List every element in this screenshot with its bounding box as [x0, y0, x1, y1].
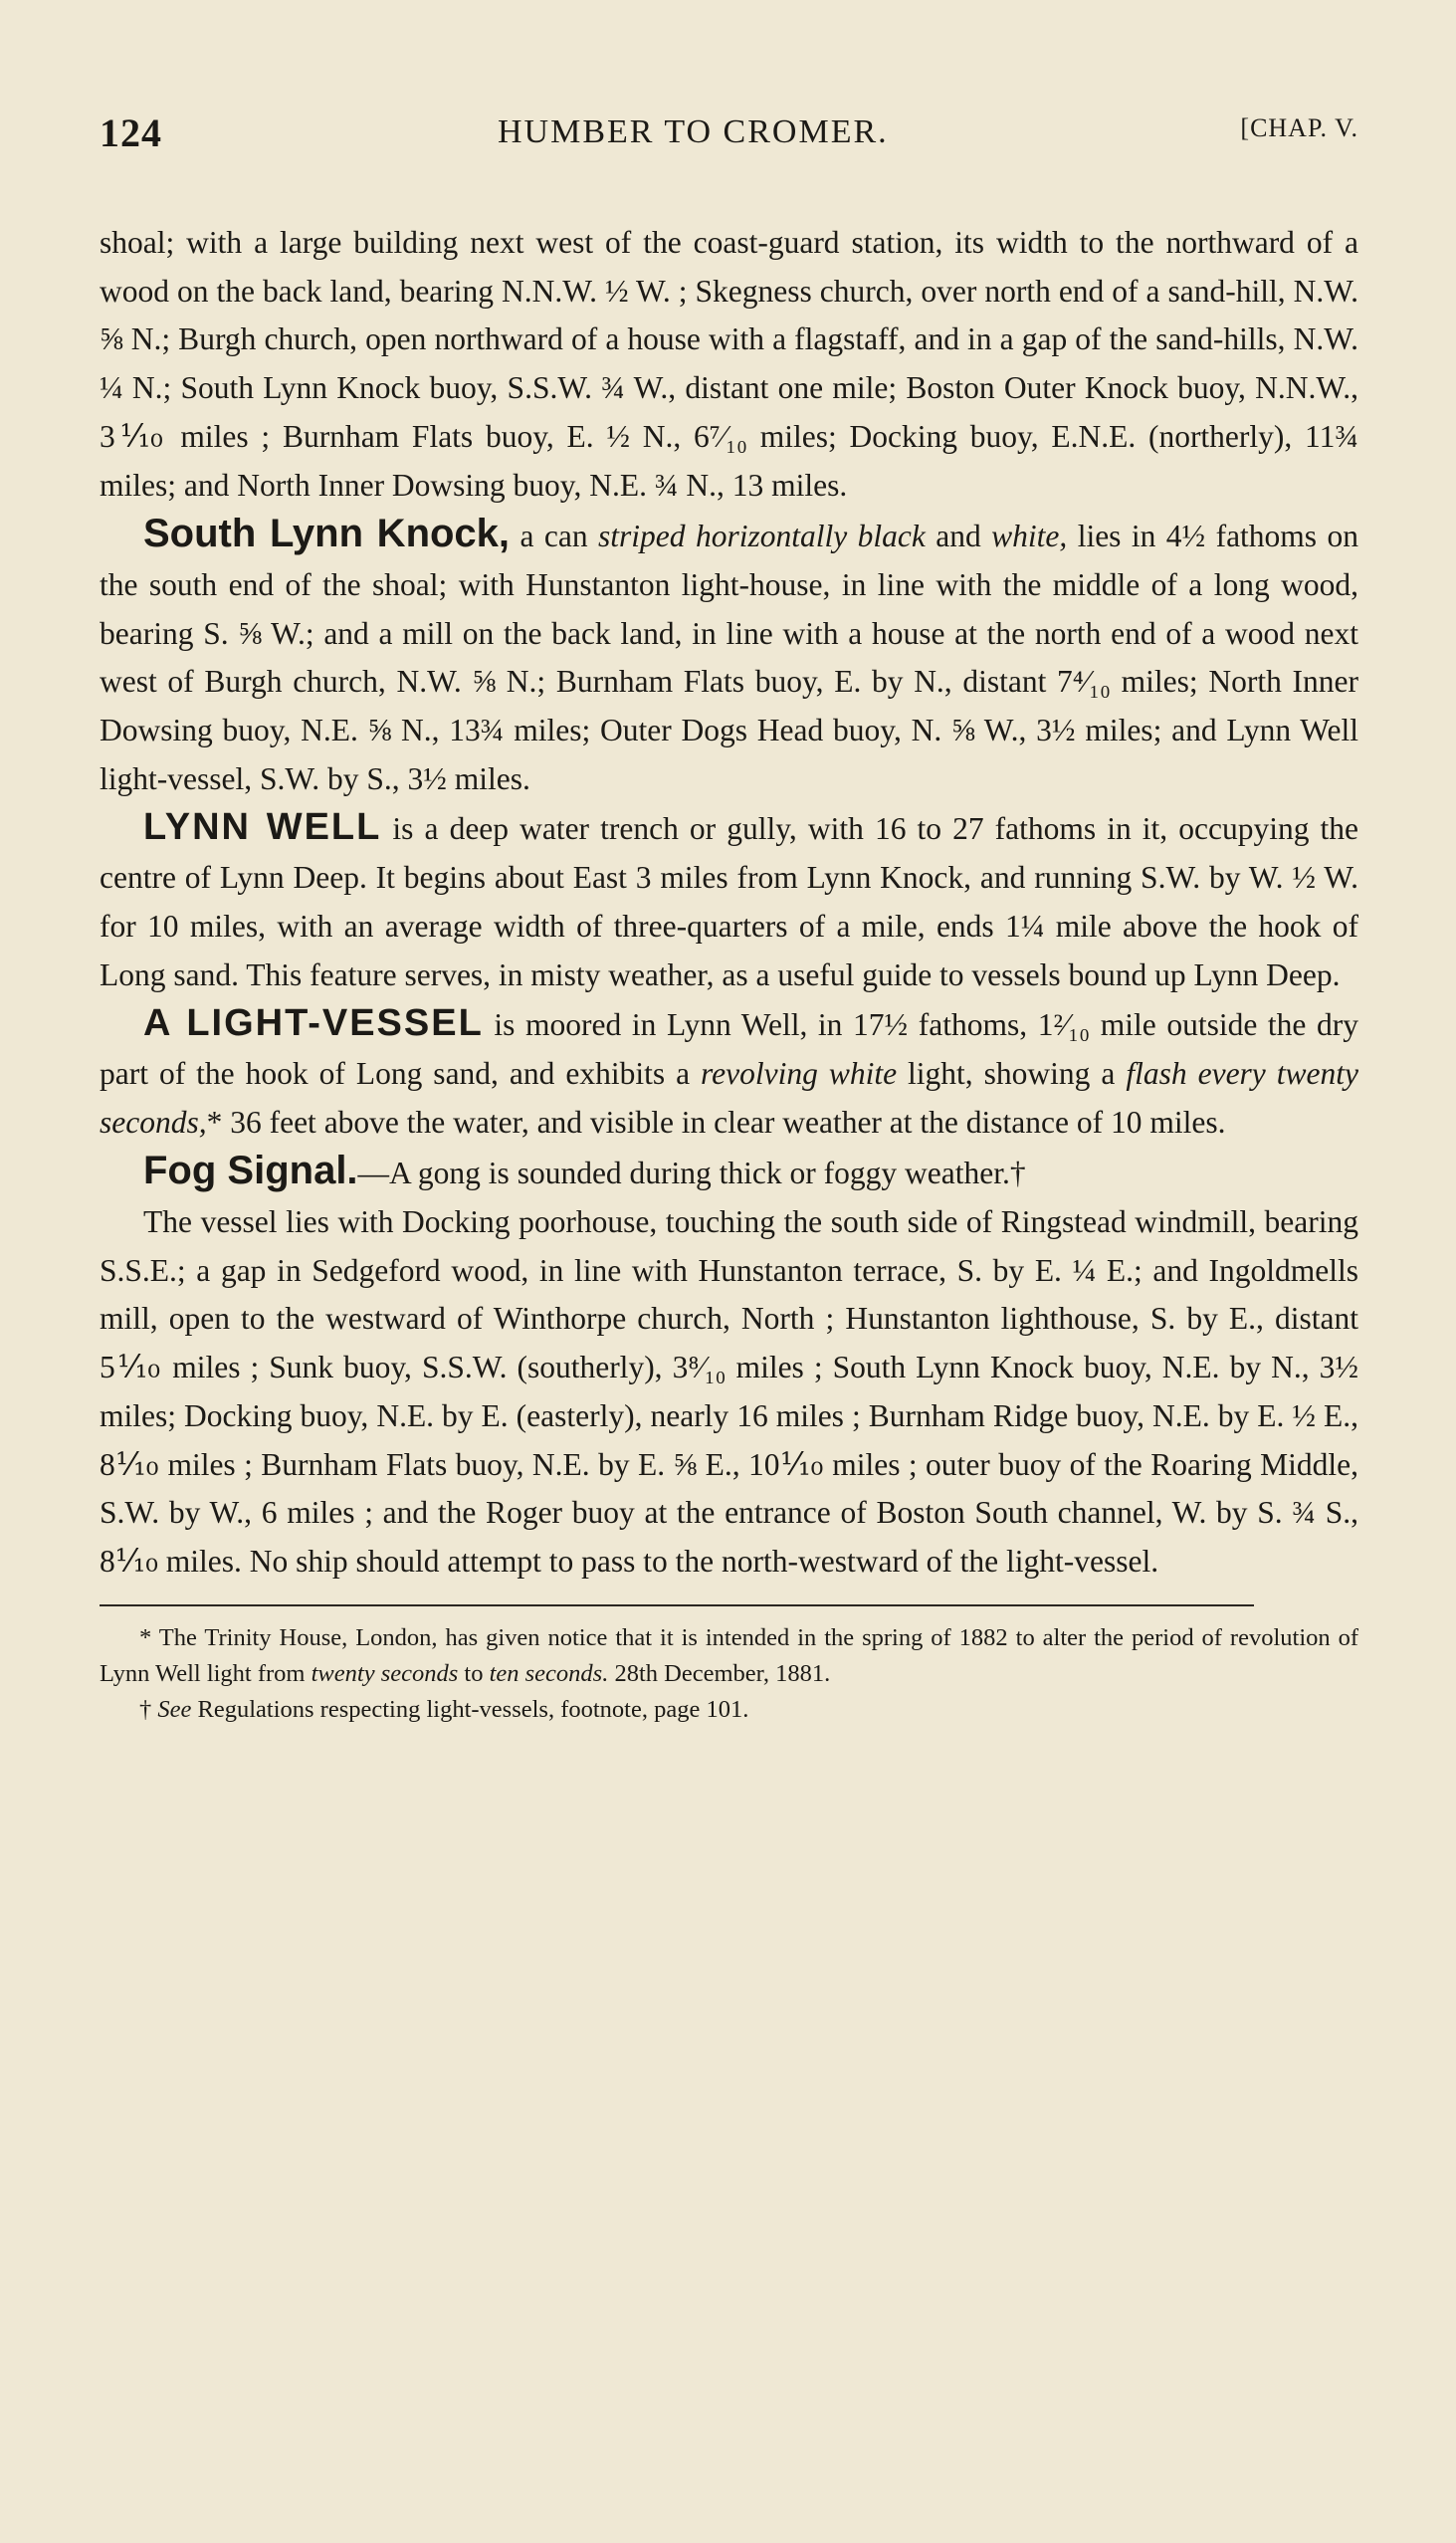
fog-signal-heading: Fog Signal.: [143, 1149, 358, 1193]
paragraph-vessel-bearings: The vessel lies with Docking poorhouse, touching the south side of Ringstead windmill, bearing S.S.E.; a gap in Sedgeford wood, in line with Hunstanton terrace, S. by E. ¼ E.; and Ingoldmells mill, open to the westward of Winthorpe church, North ; Hunstanton lighthouse, S. by E., distant 5⅒ miles ; Sunk buoy, S.S.W. (southerly), 3⁸⁄₁₀ miles ; South Lynn Knock buoy, N.E. by N., 3½ miles; Docking buoy, N.E. by E. (easterly), nearly 16 miles ; Burnham Ridge buoy, N.E. by E. ½ E., 8⅒ miles ; Burnham Flats buoy, N.E. by E. ⅝ E., 10⅒ miles ; outer buoy of the Roaring Middle, S.W. by W., 6 miles ; and the Roger buoy at the entrance of Boston South channel, W. by S. ¾ S., 8⅒ miles. No ship should attempt to pass to the north-westward of the light-vessel.: [100, 1204, 1358, 1579]
paragraph-continuation: shoal; with a large building next west of the coast-guard station, its width to the northward of a wood on the back land, bearing N.N.W. ½ W. ; Skegness church, over north end of a sand-hill, N.W. ⅝ N.; Burgh church, open northward of a house with a flagstaff, and in a gap of the sand-hills, N.W. ¼ N.; South Lynn Knock buoy, S.S.W. ¾ W., distant one mile; Boston Outer Knock buoy, N.N.W., 3⅒ miles ; Burnham Flats buoy, E. ½ N., 6⁷⁄₁₀ miles; Docking buoy, E.N.E. (northerly), 11¾ miles; and North Inner Dowsing buoy, N.E. ¾ N., 13 miles.: [100, 225, 1358, 503]
footnote-1: * The Trinity House, London, has given notice that it is intended in the spring of 1882 to alter the period of revolution of Lynn Well light from twenty seconds to ten seconds. 28th December, 1881.: [100, 1623, 1358, 1687]
lynn-well-heading: LYNN WELL: [143, 806, 382, 849]
paragraph-lynn-well: LYNN WELL is a deep water trench or gully, with 16 to 27 fathoms in it, occupying the centre of Lynn Deep. It begins about East 3 miles from Lynn Knock, and running S.W. by W. ½ W. for 10 miles, with an average width of three-quarters of a mile, ends 1¼ mile above the hook of Long sand. This feature serves, in misty weather, as a useful guide to vessels bound up Lynn Deep.: [100, 806, 1359, 992]
paragraph-south-lynn-knock: South Lynn Knock, a can striped horizontally black and white, lies in 4½ fathoms on the south end of the shoal; with Hunstanton light-house, in line with the middle of a long wood, bearing S. ⅝ W.; and a mill on the back land, in line with a house at the north end of a wood next west of Burgh church, N.W. ⅝ N.; Burnham Flats buoy, E. by N., distant 7⁴⁄₁₀ miles; North Inner Dowsing buoy, N.E. ⅝ N., 13¾ miles; Outer Dogs Head buoy, N. ⅝ W., 3½ miles; and Lynn Well light-vessel, S.W. by S., 3½ miles.: [100, 512, 1358, 796]
running-title: HUMBER TO CROMER.: [498, 113, 889, 150]
footnotes: [100, 1620, 1358, 1728]
book-page: [100, 100, 1358, 2508]
light-vessel-heading: A LIGHT-VESSEL: [143, 1002, 484, 1045]
body-text: [100, 219, 1358, 1587]
paragraph-light-vessel: A LIGHT-VESSEL is moored in Lynn Well, in 17½ fathoms, 1²⁄₁₀ mile outside the dry part of the hook of Long sand, and exhibits a revolving white light, showing a flash every twenty seconds,* 36 feet above the water, and visible in clear weather at the distance of 10 miles.: [100, 1002, 1359, 1140]
footnote-rule: [100, 1604, 1254, 1606]
page-number: 124: [100, 110, 162, 155]
chapter-marker: [CHAP. V.: [1240, 113, 1358, 142]
page-header: [100, 100, 1358, 163]
south-lynn-knock-heading: South Lynn Knock,: [143, 512, 511, 556]
footnote-2: † See Regulations respecting light-vessels, footnote, page 101.: [139, 1695, 749, 1723]
paragraph-fog-signal: Fog Signal.—A gong is sounded during thick or foggy weather.†: [143, 1149, 1026, 1193]
